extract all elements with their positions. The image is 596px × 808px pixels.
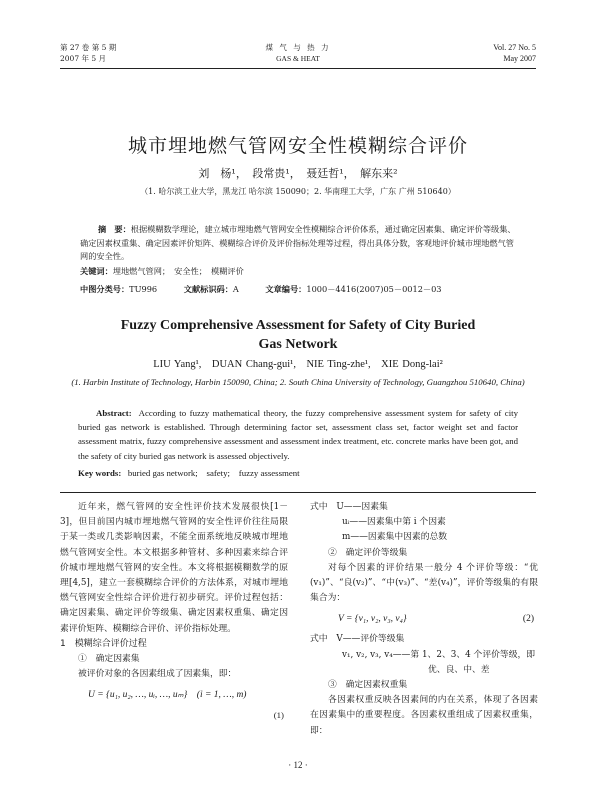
subsection-heading-factor-set: ① 确定因素集: [78, 654, 140, 665]
definition-v: v₁, v₂, v₃, v₄——第 1、2、3、4 个评价等级，即: [342, 649, 536, 660]
assessment-class-paragraph: 对每个因素的评价结果一般分 4 个评价等级：“优(v₁)”、“良(v₂)”、“中(v₃)”、“差(v₄)”，评价等级集的有限集合为：: [310, 562, 538, 604]
document-code: 文献标识码：A: [183, 284, 239, 294]
date-en-text: May 2007: [503, 54, 536, 63]
definition-ui: uᵢ——因素集中第 i 个因素: [342, 517, 446, 528]
where-clause-2: 式中 V——评价等级集: [310, 634, 405, 645]
keywords-cn-text: 埋地燃气管网； 安全性； 模糊评价: [112, 266, 244, 276]
clc-number: 中图分类号：TU996: [80, 284, 158, 294]
journal-name-cn: 煤 气 与 热 力: [265, 43, 331, 52]
paper-title-cn: 城市埋地燃气管网安全性模糊综合评价: [127, 135, 468, 157]
body-left-column: [60, 500, 288, 724]
equation-2: [310, 606, 538, 632]
date-cn-text: 2007 年 5 月: [60, 54, 107, 63]
equation-1-body: U = {u₁, u₂, …, uᵢ, …, uₘ} (i = 1, …, m): [88, 690, 247, 701]
affiliation-cn: （1. 哈尔滨工业大学，黑龙江 哈尔滨 150090；2. 华南理工大学，广东 广州 510640）: [140, 187, 456, 196]
definition-m: m——因素集中因素的总数: [342, 532, 448, 543]
keywords-cn: [80, 266, 244, 277]
paper-title-en: [0, 316, 596, 354]
keywords-en-text: buried gas network; safety; fuzzy assessment: [127, 468, 300, 478]
keywords-cn-label: 关键词：: [80, 266, 113, 276]
abstract-cn: [80, 223, 517, 264]
page-number: · 12 ·: [288, 760, 308, 770]
volume-issue-text: 第 27 卷 第 5 期: [60, 43, 117, 52]
volume-en-text: Vol. 27 No. 5: [493, 43, 536, 52]
abstract-en-label: Abstract:: [96, 408, 132, 418]
title-en-line2: Gas Network: [258, 337, 338, 352]
authors-en: LIU Yang¹, DUAN Chang-gui¹, NIE Ting-zhe¹, XIE Dong-lai²: [153, 359, 443, 370]
authors-cn: 刘 杨¹， 段常贵¹， 聂廷哲¹， 解东来²: [198, 167, 398, 180]
factor-set-paragraph: 被评价对象的各因素组成了因素集，即：: [78, 669, 237, 680]
abstract-en: [78, 406, 518, 463]
subsection-heading-assessment-class: ② 确定评价等级集: [328, 547, 408, 558]
equation-1-number: (1): [273, 710, 284, 721]
affiliation-en: (1. Harbin Institute of Technology, Harbin 150090, China; 2. South China University of Technology, Guangzhou 510640, China): [71, 377, 525, 387]
body-right-column: [310, 500, 538, 739]
section-heading-1: 1 模糊综合评价过程: [60, 638, 147, 649]
definition-v-cont: 优、良、中、差: [428, 664, 490, 675]
equation-2-number: (2): [522, 614, 534, 625]
keywords-en-label: Key words:: [78, 468, 122, 478]
abstract-cn-text: 根据模糊数学理论，建立城市埋地燃气管网安全性模糊综合评价体系，通过确定因素集、确定评价等级集、确定因素权重集、确定因素评价矩阵、模糊综合评价及评价指标处理等过程，得出具体分数，客观地评价城市埋地燃气管网的安全性。: [80, 224, 516, 261]
journal-name-en: GAS & HEAT: [276, 54, 320, 63]
title-en-line1: Fuzzy Comprehensive Assessment for Safety of City Buried: [120, 318, 476, 333]
intro-paragraph: 近年来，燃气管网的安全性评价技术发展很快[1－3]，但目前国内城市埋地燃气管网的安全性评价往往局限于某一类或几类影响因素，不能全面系统地反映城市埋地燃气管网安全性。本文根据多种管材、多种因素来综合评价城市埋地燃气管网的安全性。本文将根据模糊数学的原理[4,5]，建立一套模糊综合评价的方法体系，对城市埋地燃气管网安全性综合评价进行初步研究。评价过程包括：确定因素集、确定评价等级集、确定因素权重集、确定因素评价矩阵、模糊综合评价、评价指标处理。: [60, 502, 288, 634]
article-number: 文章编号：1000－4416(2007)05－0012－03: [265, 284, 442, 294]
subsection-heading-weight-set: ③ 确定因素权重集: [328, 680, 408, 691]
keywords-en: [78, 466, 300, 479]
body-divider: [60, 492, 536, 493]
journal-volume-en: [493, 42, 536, 64]
where-clause-1: 式中 U——因素集: [310, 502, 388, 512]
equation-1: [60, 682, 288, 708]
header-divider: [60, 68, 536, 69]
abstract-cn-label: 摘 要：: [98, 224, 131, 234]
weight-set-paragraph: 各因素权重反映各因素间的内在关系，体现了各因素在因素集中的重要程度。各因素权重组成了因素权重集，即：: [310, 695, 538, 736]
classification-cn: [80, 284, 464, 295]
equation-2-body: V = {v₁, v₂, v₃, v₄}: [338, 614, 407, 625]
abstract-en-text: According to fuzzy mathematical theory, the fuzzy comprehensive assessment system for safety of city buried gas network is established. Through determining factor set, assessment class set, factor weight set and factor assessment matrix, fuzzy comprehensive assessment and assessment index treatment, etc. concrete marks have been got, and the safety of city buried gas network is assessed objectively.: [78, 408, 518, 461]
